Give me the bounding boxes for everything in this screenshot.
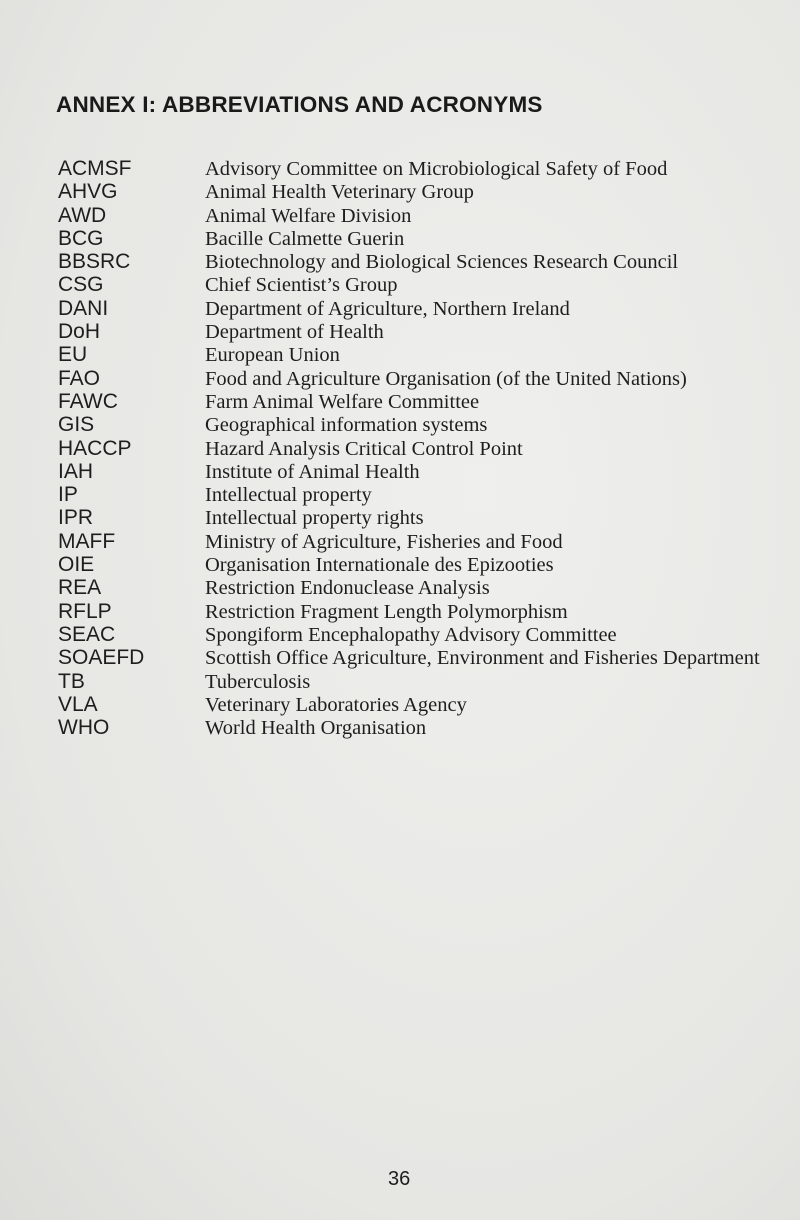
abbreviation: FAO — [58, 366, 101, 390]
abbreviation: IP — [58, 483, 78, 507]
abbreviation-row — [58, 320, 778, 343]
abbreviation-row — [58, 273, 778, 296]
abbreviation-row — [58, 157, 778, 180]
abbreviation-row — [58, 367, 778, 390]
abbreviation-row — [58, 483, 778, 506]
abbreviation-row — [58, 413, 778, 436]
abbreviation: FAWC — [58, 389, 118, 413]
definition: Institute of Animal Health — [205, 460, 420, 483]
abbreviation: REA — [58, 576, 102, 600]
abbreviation: IAH — [58, 459, 94, 483]
abbreviation: OIE — [58, 553, 95, 577]
definition: Spongiform Encephalopathy Advisory Committee — [205, 623, 617, 646]
abbreviation-row — [58, 250, 778, 273]
definition: Restriction Endonuclease Analysis — [205, 577, 490, 600]
definition: Organisation Internationale des Epizooties — [205, 554, 554, 577]
abbreviation: AHVG — [58, 180, 118, 204]
definition: Scottish Office Agriculture, Environment and Fisheries Department — [205, 647, 760, 670]
abbreviation-row — [58, 180, 778, 203]
abbreviation-row — [58, 506, 778, 529]
definition: Bacille Calmette Guerin — [205, 227, 405, 250]
definition: Department of Agriculture, Northern Ireland — [205, 297, 570, 320]
definition: Animal Health Veterinary Group — [205, 181, 474, 204]
abbreviation: IPR — [58, 506, 94, 530]
abbreviation-list — [58, 157, 778, 739]
abbreviation: DANI — [58, 296, 109, 320]
abbreviation-row — [58, 576, 778, 599]
definition: Food and Agriculture Organisation (of the United Nations) — [205, 367, 687, 390]
definition: Animal Welfare Division — [205, 204, 412, 227]
abbreviation: MAFF — [58, 529, 116, 553]
definition: Ministry of Agriculture, Fisheries and Food — [205, 530, 563, 553]
abbreviation: RFLP — [58, 599, 112, 623]
definition: Tuberculosis — [205, 670, 311, 693]
definition: Farm Animal Welfare Committee — [205, 390, 480, 413]
definition: Restriction Fragment Length Polymorphism — [205, 600, 568, 623]
abbreviation-row — [58, 437, 778, 460]
abbreviation: GIS — [58, 413, 95, 437]
abbreviation-row — [58, 460, 778, 483]
abbreviation: ACMSF — [58, 157, 132, 180]
abbreviation-row — [58, 553, 778, 576]
abbreviation-row — [58, 670, 778, 693]
abbreviation: EU — [58, 343, 88, 367]
abbreviation: HACCP — [58, 436, 132, 460]
definition: Intellectual property rights — [205, 507, 424, 530]
definition: Biotechnology and Biological Sciences Research Council — [205, 251, 679, 274]
abbreviation-row — [58, 390, 778, 413]
abbreviation: TB — [58, 669, 85, 693]
page-number: 36 — [388, 1168, 411, 1190]
abbreviation: BBSRC — [58, 250, 131, 274]
abbreviation: SEAC — [58, 622, 116, 646]
abbreviation: CSG — [58, 273, 104, 297]
abbreviation: DoH — [58, 320, 101, 344]
abbreviation-row — [58, 530, 778, 553]
abbreviation-row — [58, 623, 778, 646]
definition: World Health Organisation — [205, 717, 427, 740]
abbreviation: VLA — [58, 692, 98, 716]
abbreviation-row — [58, 227, 778, 250]
definition: Intellectual property — [205, 484, 372, 507]
abbreviation: SOAEFD — [58, 646, 145, 670]
abbreviation: BCG — [58, 226, 104, 250]
definition: Geographical information systems — [205, 414, 488, 437]
abbreviation-row — [58, 204, 778, 227]
abbreviation-row — [58, 297, 778, 320]
definition: Veterinary Laboratories Agency — [205, 693, 467, 716]
abbreviation-row — [58, 646, 778, 669]
abbreviation-row — [58, 343, 778, 366]
definition: Department of Health — [205, 321, 384, 344]
abbreviation-row — [58, 693, 778, 716]
abbreviation: WHO — [58, 716, 110, 740]
page-title: ANNEX I: ABBREVIATIONS AND ACRONYMS — [56, 92, 543, 117]
definition: Advisory Committee on Microbiological Safety of Food — [205, 158, 668, 180]
abbreviation-row — [58, 716, 778, 739]
abbreviation: AWD — [58, 203, 107, 227]
definition: Hazard Analysis Critical Control Point — [205, 437, 523, 460]
definition: European Union — [205, 344, 340, 367]
definition: Chief Scientist’s Group — [205, 274, 398, 297]
abbreviation-row — [58, 600, 778, 623]
